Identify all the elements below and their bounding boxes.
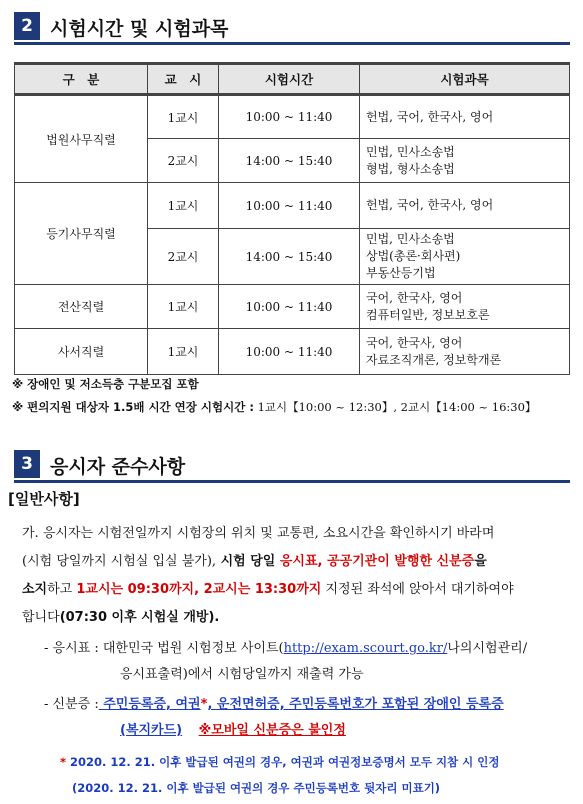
subject-line: 민법, 민사소송법 (366, 144, 455, 159)
general-paragraph (22, 520, 574, 632)
table-row (15, 329, 570, 375)
time-cell: 10:00 ~ 11:40 (219, 285, 360, 329)
table-header-row (15, 64, 570, 95)
text-span: 대한민국 법원 시험정보 사이트( (98, 641, 284, 656)
section-number: 3 (14, 450, 40, 478)
col-header-period: 교 시 (148, 64, 219, 95)
passport-note-2: (2020. 12. 21. 이후 발급된 여권의 경우 주민등록번호 뒷자리 미표기) (72, 781, 441, 795)
text-span: 나의시험관리/ (447, 641, 528, 656)
section-2-header (14, 8, 570, 45)
para-line (22, 576, 574, 604)
ticket-line (44, 636, 527, 662)
text-span: 응시표, 공공기관이 발행한 신분증 (279, 554, 475, 569)
id-label: - 신분증 : (44, 697, 99, 712)
period-cell: 1교시 (148, 285, 219, 329)
text-span: (복지카드) (120, 723, 183, 738)
period-cell: 1교시 (148, 95, 219, 139)
subjects-cell (360, 139, 570, 183)
table-row (15, 285, 570, 329)
col-header-category: 구 분 (15, 64, 148, 95)
text-span: 1교시는 09:30까지, 2교시는 13:30까지 (76, 582, 322, 597)
text-span: 을 (474, 554, 487, 569)
time-cell: 14:00 ~ 15:40 (219, 139, 360, 183)
text-span: 하고 (47, 582, 77, 597)
note-disabled-lowincome: ※ 장애인 및 저소득층 구분모집 포함 (12, 377, 199, 391)
subject-line: 컴퓨터일반, 정보보호론 (366, 307, 490, 322)
text-span: , 운전면허증, 주민등록번호가 포함된 장애인 등록증 (207, 697, 504, 712)
section-title: 응시자 준수사항 (50, 456, 186, 478)
table-row (15, 183, 570, 229)
subject-line: 민법, 민사소송법 (366, 232, 455, 246)
note-times: 1교시【10:00 ~ 12:30】, 2교시【14:00 ~ 16:30】 (253, 400, 537, 414)
subject-line: 자료조직개론, 정보학개론 (366, 352, 502, 367)
id-line-2 (120, 718, 346, 744)
text-span: 지정된 좌석에 앉아서 대기하여야 (321, 582, 514, 597)
subjects-cell (360, 229, 570, 285)
subject-line: 헌법, 국어, 한국사, 영어 (366, 109, 494, 124)
ticket-line-2: 응시표출력)에서 시험당일까지 재출력 가능 (120, 667, 364, 682)
text-span: 시험 당일 (216, 554, 280, 569)
time-cell: 10:00 ~ 11:40 (219, 183, 360, 229)
para-line (22, 604, 574, 632)
col-header-time: 시험시간 (219, 64, 360, 95)
ticket-label: - 응시표 : (44, 641, 99, 656)
subject-line: 상법(총론·회사편) (366, 249, 461, 263)
group-name: 사서직렬 (15, 329, 148, 375)
mobile-id-warning: ※모바일 신분증은 불인정 (198, 723, 346, 738)
col-header-subjects: 시험과목 (360, 64, 570, 95)
note-time-extension (12, 399, 536, 415)
general-heading: [일반사항] (8, 490, 80, 508)
subject-line: 국어, 한국사, 영어 (366, 290, 463, 305)
subjects-cell (360, 95, 570, 139)
subjects-cell (360, 183, 570, 229)
exam-site-link[interactable]: http://exam.scourt.go.kr/ (283, 641, 448, 656)
passport-note (60, 754, 500, 770)
text-span: 주민등록증, 여권 (98, 697, 201, 712)
text-span: (시험 당일까지 시험실 입실 불가), (22, 554, 217, 569)
note-label: ※ 편의지원 대상자 1.5배 시간 연장 시험시간 : (12, 400, 254, 414)
para-line (22, 548, 574, 576)
subject-line: 부동산등기법 (366, 266, 436, 280)
star-mark: * (60, 755, 67, 769)
text-span: * (200, 697, 208, 712)
period-cell: 2교시 (148, 229, 219, 285)
subject-line: 형법, 형사소송법 (366, 161, 455, 176)
section-title: 시험시간 및 시험과목 (50, 18, 229, 40)
section-3-header (14, 446, 570, 483)
text-span: 2020. 12. 21. 이후 발급된 여권의 경우, 여권과 여권정보증명서 모두 지참 시 인정 (66, 755, 500, 769)
text-span: 소지 (22, 582, 48, 597)
time-cell: 10:00 ~ 11:40 (219, 95, 360, 139)
period-cell: 1교시 (148, 183, 219, 229)
time-cell: 10:00 ~ 11:40 (219, 329, 360, 375)
exam-schedule-table (14, 62, 570, 375)
group-name: 전산직렬 (15, 285, 148, 329)
id-line (44, 692, 504, 718)
group-name: 등기사무직렬 (15, 183, 148, 285)
period-cell: 1교시 (148, 329, 219, 375)
text-span: (07:30 이후 시험실 개방). (59, 610, 220, 625)
subjects-cell (360, 285, 570, 329)
subject-line: 국어, 한국사, 영어 (366, 335, 463, 350)
table-row (15, 95, 570, 139)
subject-line: 헌법, 국어, 한국사, 영어 (366, 198, 494, 212)
subjects-cell (360, 329, 570, 375)
text-span: 합니다 (22, 610, 60, 625)
period-cell: 2교시 (148, 139, 219, 183)
time-cell: 14:00 ~ 15:40 (219, 229, 360, 285)
para-line: 가. 응시자는 시험전일까지 시험장의 위치 및 교통편, 소요시간을 확인하시기 바라며 (22, 526, 495, 541)
group-name: 법원사무직렬 (15, 95, 148, 183)
section-number: 2 (14, 12, 40, 40)
